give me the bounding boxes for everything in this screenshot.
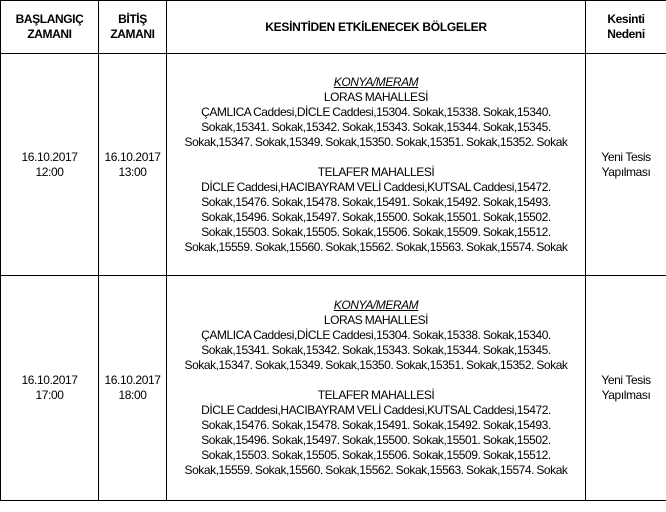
end-header-line2: ZAMANI — [110, 27, 155, 41]
regions-header: KESİNTİDEN ETKİLENECEK BÖLGELER — [167, 1, 586, 54]
reason-header-line1: Kesinti — [607, 12, 645, 26]
end-time-cell — [99, 54, 167, 276]
neighborhood-block — [167, 90, 585, 150]
neighborhood-block — [167, 313, 585, 373]
reason-header — [586, 1, 666, 54]
end-header-line1: BİTİŞ — [118, 12, 147, 26]
street-list: ÇAMLICA Caddesi,DİCLE Caddesi,15304. Sokak,15338. Sokak,15340. Sokak,15341. Sokak,15342. Sokak,15343. Sokak,15344. Sokak,15345. Sokak,15347. Sokak,15349. Sokak,15350. Sokak,15351. Sokak,15352. Sokak — [184, 328, 568, 372]
reason-line2: Yapılması — [601, 164, 651, 179]
neighborhood-block — [167, 388, 585, 478]
reason-header-line2: Nedeni — [607, 27, 645, 41]
neighborhood-block — [167, 165, 585, 255]
end-date: 16.10.2017 — [104, 149, 161, 164]
neighborhood-name: TELAFER MAHALLESİ — [317, 164, 435, 179]
end-time: 13:00 — [118, 164, 147, 179]
end-time: 18:00 — [118, 388, 147, 402]
street-list: DİCLE Caddesi,HACIBAYRAM VELİ Caddesi,KUTSAL Caddesi,15472. Sokak,15476. Sokak,15478. Sokak,15491. Sokak,15492. Sokak,15493. Sokak,15496. Sokak,15497. Sokak,15500. Sokak,15501. Sokak,15502. Sokak,15503. Sokak,15505. Sokak,15506. Sokak,15509. Sokak,15512. Sokak,15559. Sokak,15560. Sokak,15562. Sokak,15563. Sokak,15574. Sokak — [184, 179, 568, 254]
reason-cell — [586, 276, 666, 501]
region-city: KONYA/MERAM — [333, 298, 419, 312]
end-date: 16.10.2017 — [104, 373, 161, 387]
neighborhood-name: LORAS MAHALLESİ — [323, 89, 429, 104]
spacer — [167, 150, 585, 165]
table-row — [1, 276, 666, 501]
start-time-header — [1, 1, 99, 54]
street-list: DİCLE Caddesi,HACIBAYRAM VELİ Caddesi,KUTSAL Caddesi,15472. Sokak,15476. Sokak,15478. Sokak,15491. Sokak,15492. Sokak,15493. Sokak,15496. Sokak,15497. Sokak,15500. Sokak,15501. Sokak,15502. Sokak,15503. Sokak,15505. Sokak,15506. Sokak,15509. Sokak,15512. Sokak,15559. Sokak,15560. Sokak,15562. Sokak,15563. Sokak,15574. Sokak — [184, 403, 568, 477]
header-row — [1, 1, 666, 54]
start-header-line1: BAŞLANGIÇ — [15, 12, 84, 26]
end-time-cell — [99, 276, 167, 501]
neighborhood-name: LORAS MAHALLESİ — [323, 313, 429, 327]
start-date: 16.10.2017 — [21, 373, 78, 387]
start-time-cell — [1, 276, 99, 501]
regions-cell — [167, 54, 586, 276]
table-row — [1, 54, 666, 276]
reason-cell — [586, 54, 666, 276]
end-time-header — [99, 1, 167, 54]
regions-cell — [167, 276, 586, 501]
neighborhood-name: TELAFER MAHALLESİ — [317, 388, 435, 402]
street-list: ÇAMLICA Caddesi,DİCLE Caddesi,15304. Sokak,15338. Sokak,15340. Sokak,15341. Sokak,15342. Sokak,15343. Sokak,15344. Sokak,15345. Sokak,15347. Sokak,15349. Sokak,15350. Sokak,15351. Sokak,15352. Sokak — [184, 104, 568, 149]
start-time: 12:00 — [35, 164, 64, 179]
start-header-line2: ZAMANI — [27, 27, 72, 41]
reason-line1: Yeni Tesis — [601, 149, 651, 164]
reason-line1: Yeni Tesis — [601, 373, 651, 387]
region-city: KONYA/MERAM — [333, 74, 419, 89]
reason-line2: Yapılması — [601, 388, 651, 402]
spacer — [167, 373, 585, 388]
start-time: 17:00 — [35, 388, 64, 402]
start-date: 16.10.2017 — [21, 149, 78, 164]
start-time-cell — [1, 54, 99, 276]
